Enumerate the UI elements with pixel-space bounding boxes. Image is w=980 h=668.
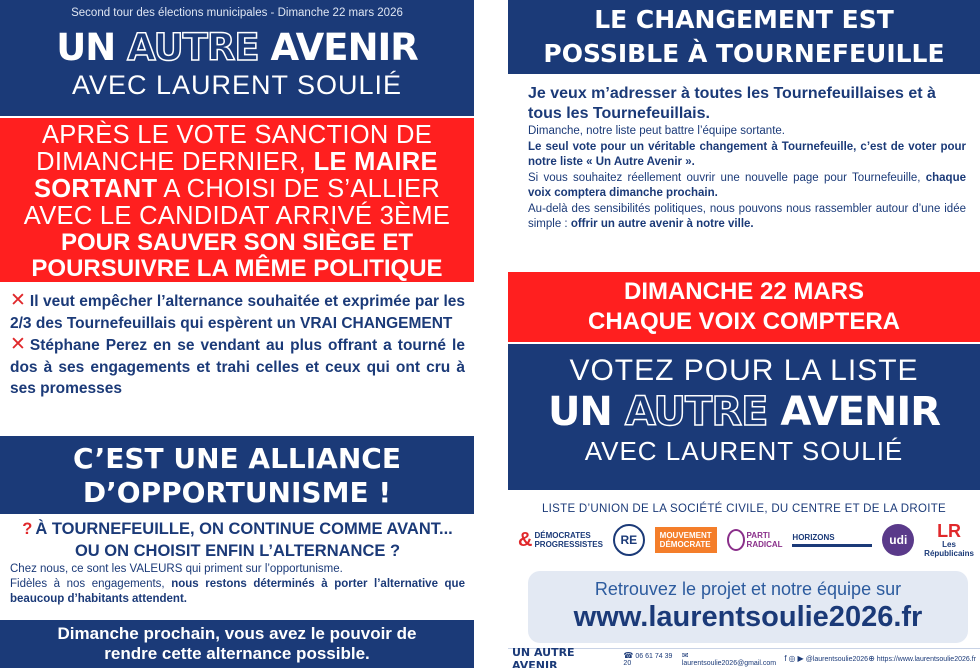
footer-url (868, 654, 976, 663)
campaign-brand (0, 28, 474, 68)
udi-logo: udi (882, 524, 914, 556)
alliance-line-2: D’OPPORTUNISME ! (82, 476, 392, 509)
left-header (0, 0, 474, 116)
website-link[interactable]: www.laurentsoulie2026.fr (573, 601, 923, 633)
phone-icon: ☎ (623, 650, 634, 660)
question-text: À TOURNEFEUILLE, ON CONTINUE COMME AVANT... OU ON CHOISIT ENFIN L’ALTERNANCE ? (35, 520, 453, 560)
democrates-progressistes-logo (518, 528, 603, 551)
right-title (508, 0, 980, 74)
brand-part-1: UN (547, 389, 625, 435)
union-line: LISTE D’UNION DE LA SOCIÉTÉ CIVILE, DU CENTRE ET DE LA DROITE (541, 503, 947, 515)
lead-paragraph: Je veux m’adresser à toutes les Tournefeuillaises et à tous les Tournefeuillais. (528, 85, 936, 122)
title-line-2: POSSIBLE À TOURNEFEUILLE (543, 39, 945, 68)
brand-part-3: AVENIR (767, 389, 941, 435)
point-item (10, 334, 465, 400)
globe-icon: ⊕ (868, 654, 875, 663)
point-text: Stéphane Perez en se vendant au plus offrant a tourné le dos à ses engagements et trahi celles et ceux qui ont cru à ses promesses (10, 337, 465, 397)
vote-line-1: VOTEZ POUR LA LISTE (569, 354, 919, 387)
election-subtitle: Second tour des élections municipales - Dimanche 22 mars 2026 (71, 7, 403, 19)
question-mark-icon: ? (22, 520, 33, 538)
red-line-3 (0, 176, 474, 203)
md-line-1: MOUVEMENT (659, 531, 712, 540)
commitment-paragraph (10, 577, 465, 607)
point-item (10, 290, 465, 334)
lr-line-2: Républicains (924, 549, 974, 558)
left-footer (0, 620, 474, 668)
paragraph-4 (528, 202, 966, 233)
alliance-line-1: C’EST UNE ALLIANCE (73, 442, 401, 475)
values-paragraph: Chez nous, ce sont les VALEURS qui priment sur l’opportunisme. (10, 563, 343, 575)
youtube-icon: ▶ (797, 654, 804, 663)
renaissance-logo: RE (613, 524, 645, 556)
paragraph-2 (528, 140, 966, 171)
ampersand-icon: & (518, 528, 533, 551)
vote-counts-line: CHAQUE VOIX COMPTERA (587, 308, 901, 335)
pr-line-2: RADICAL (746, 540, 783, 549)
paragraph-4-text: Au-delà des sensibilités politiques, nous pouvons nous rassembler autour d’une idée simple : (528, 202, 966, 230)
vote-brand (508, 388, 980, 436)
mail-icon: ✉ (681, 650, 689, 660)
red-line-1: APRÈS LE VOTE SANCTION DE (41, 121, 433, 149)
left-panel (0, 0, 474, 668)
party-logos (518, 520, 974, 560)
left-red-block (0, 118, 474, 282)
red-line-6: POURSUIVRE LA MÊME POLITIQUE (31, 255, 443, 282)
title-line-1: LE CHANGEMENT EST (594, 5, 894, 34)
website-invite: Retrouvez le projet et notre équipe sur (594, 579, 902, 599)
brand-part-3: AVENIR (258, 26, 418, 69)
horizons-logo (792, 533, 872, 547)
paragraph-1: Dimanche, notre liste peut battre l’équipe sortante. (528, 125, 785, 137)
md-line-2: DÉMOCRATE (659, 540, 711, 549)
footer-phone (623, 651, 681, 667)
ddp-line-2: PROGRESSISTES (534, 540, 603, 549)
paragraph-3 (528, 171, 966, 202)
website-box (528, 571, 968, 643)
red-line-3a: SORTANT (33, 175, 158, 203)
footer-line-1: Dimanche prochain, vous avez le pouvoir de (57, 624, 417, 643)
paragraph-2-bold: Le seul vote pour un véritable changement à Tournefeuille, c’est de voter pour notre liste « Un Autre Avenir ». (528, 140, 966, 168)
commitment-bold: nous restons déterminés à porter l’alternative que beaucoup d’habitants attendent. (10, 578, 465, 605)
parti-radical-icon (727, 529, 745, 551)
red-line-4: AVEC LE CANDIDAT ARRIVÉ 3ÈME (23, 202, 451, 230)
email-text: laurentsoulie2026@gmail.com (681, 659, 777, 667)
hz-label: HORIZONS (792, 533, 835, 542)
alliance-block (0, 436, 474, 514)
paragraph-4-bold: offrir un autre avenir à notre ville. (570, 218, 754, 230)
pr-line-1: PARTI (746, 531, 770, 540)
question-heading (10, 518, 465, 562)
cross-mark-icon: ✕ (10, 290, 26, 311)
brand-part-1: UN (56, 26, 128, 69)
red-line-3b: A CHOISI DE S’ALLIER (157, 175, 441, 203)
date-line: DIMANCHE 22 MARS (623, 278, 865, 305)
phone-text: 06 61 74 39 20 (623, 652, 673, 667)
commitment-text: Fidèles à nos engagements, (10, 578, 172, 590)
brand-part-2: AUTRE (624, 389, 768, 435)
point-text: Il veut empêcher l’alternance souhaitée et exprimée par les 2/3 des Tournefeuillais qui espèrent un VRAI CHANGEMENT (10, 293, 465, 332)
footer-email (681, 650, 787, 667)
lr-mark: LR (937, 521, 962, 541)
footer-social (784, 654, 868, 663)
right-body (528, 84, 966, 233)
red-line-2b: LE MAIRE (313, 148, 438, 176)
accusation-points (10, 290, 465, 400)
modem-logo (655, 527, 717, 553)
footer-line-2: rendre cette alternance possible. (104, 644, 370, 663)
vote-line-3: AVEC LAURENT SOULIÉ (584, 436, 904, 466)
footer-brand: UN AUTRE AVENIR (512, 645, 575, 668)
leader-line: AVEC LAURENT SOULIÉ (71, 70, 403, 100)
red-line-2 (0, 149, 474, 176)
red-line-5: POUR SAUVER SON SIÈGE ET (60, 229, 414, 256)
brand-part-2: AUTRE (127, 26, 259, 69)
ddp-line-1: DÉMOCRATES (534, 531, 591, 540)
parti-radical-logo (727, 529, 783, 551)
question-block (10, 518, 465, 607)
social-text: @laurentsoulie2026 (805, 656, 869, 663)
contact-footer (508, 645, 980, 668)
url-text: https://www.laurentsoulie2026.fr (876, 656, 976, 663)
paragraph-3-text: Si vous souhaitez réellement ouvrir une nouvelle page pour Tournefeuille, (528, 171, 926, 184)
les-republicains-logo (924, 522, 974, 558)
red-line-2a: DIMANCHE DERNIER, (36, 148, 314, 176)
lr-line-1: Les (942, 540, 956, 549)
horizons-bar (792, 544, 872, 547)
facebook-icon: f (784, 654, 787, 663)
vote-block (508, 344, 980, 490)
cross-mark-icon: ✕ (10, 334, 26, 355)
paragraph-3-bold: chaque voix comptera dimanche prochain. (528, 171, 966, 199)
instagram-icon: ◎ (788, 654, 796, 663)
right-panel (508, 0, 980, 668)
right-red-block (508, 272, 980, 342)
